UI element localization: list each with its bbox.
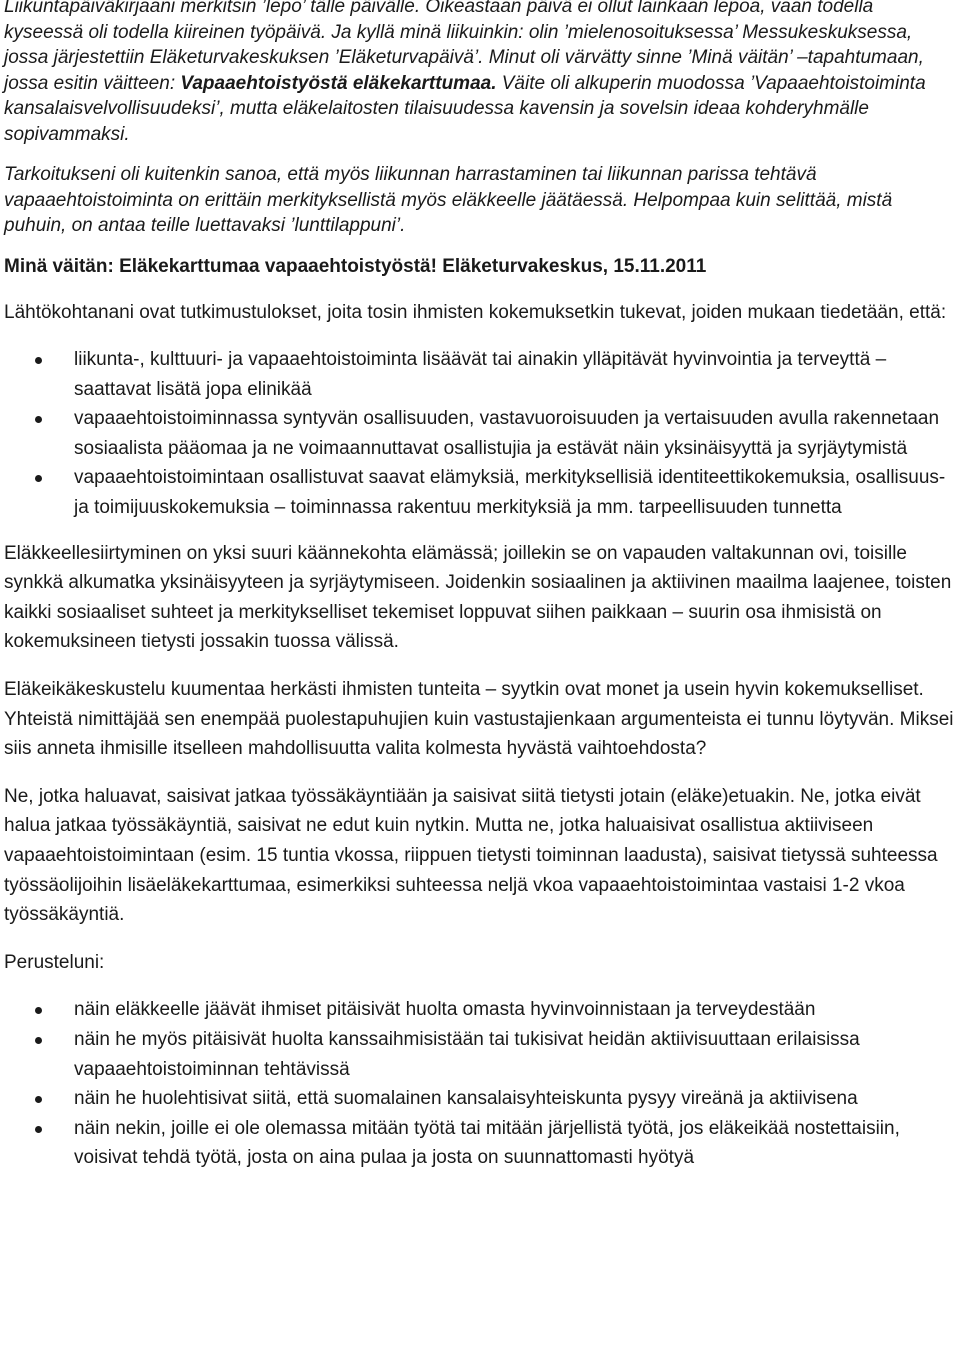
list-item-text: näin nekin, joille ei ole olemassa mitään työtä tai mitään järjellistä työtä, jos eläkeikää nostettaisiin, voisivat tehdä työtä, josta on aina pulaa ja josta on suunnattomasti hyötyä: [74, 1117, 900, 1169]
speech-heading: Minä väitän: Eläkekarttumaa vapaaehtoistyöstä! Eläketurvakeskus, 15.11.2011: [4, 255, 707, 277]
bullet-icon: [35, 475, 42, 482]
reasons-heading: Perusteluni:: [4, 951, 105, 973]
list-item-text: liikunta-, kulttuuri- ja vapaaehtoistoiminta lisäävät tai ainakin ylläpitävät hyvinvointia ja terveyttä – saattavat lisätä jopa elinikää: [74, 349, 887, 400]
findings-list: [4, 345, 956, 523]
options-paragraph: Ne, jotka haluavat, saisivat jatkaa työssäkäyntiään ja saisivat siitä tietysti jotain (eläke)etuakin. Ne, jotka eivät halua jatkaa työssäkäyntiä, saisivat ne edut kuin nytkin. Mutta ne, jotka haluaisivat osallistua aktiiviseen vapaaehtoistoimintaan (esim. 15 tuntia vkossa, riippuen tietysti toiminnan laadusta), saisivat tietyssä suhteessa työssäolijoihin lisäeläkekarttumaa, esimerkiksi suhteessa neljä vkoa vapaaehtoistoimintaa vastaisi 1-2 vkoa työssäkäyntiä.: [4, 785, 938, 926]
list-item: [4, 995, 956, 1025]
list-item: [4, 404, 956, 463]
reasons-list: [4, 995, 956, 1173]
list-item: [4, 1084, 956, 1114]
intro-claim: Vapaaehtoistyöstä eläkekarttumaa.: [180, 72, 497, 94]
debate-paragraph: Eläkeikäkeskustelu kuumentaa herkästi ihmisten tunteita – syytkin ovat monet ja usein hyvin kokemukselliset. Yhteistä nimittäjää sen enempää puolestapuhujien kuin vastustajienkaan argumenteista ei tunnu löytyvän. Miksei siis anneta ihmisille itselleen mahdollisuutta valita kolmesta hyvästä vaihtoehdosta?: [4, 679, 954, 760]
list-item: [4, 1025, 956, 1084]
bullet-icon: [35, 416, 42, 423]
list-item-text: näin eläkkeelle jäävät ihmiset pitäisivät huolta omasta hyvinvoinnistaan ja terveydestään: [74, 999, 816, 1021]
list-item: [4, 463, 956, 522]
list-item: [4, 1114, 956, 1173]
bullet-icon: [35, 1007, 42, 1014]
document-page: [4, 0, 956, 1189]
intro-text-end: Väite oli alkuperin muodossa ’Vapaaehtoistoiminta kansalaisvelvollisuudeksi’, mutta eläkelaitosten tilaisuudessa kavensin ja sovelsin ideaa kohderyhmälle sopivammaksi.: [4, 72, 926, 145]
intro-text-start: Liikuntapäiväkirjaani merkitsin ’lepo’ tälle päivälle. Oikeastaan päivä ei ollut lainkaan lepoa, vaan todella kyseessä oli todella kiireinen työpäivä. Ja kyllä minä liikuinkin: olin ’mielenosoituksessa’ Messukeskuksessa, jossa järjestettiin Eläketurvakeskuksen ’Eläketurvapäivä’. Minut oli värvätty sinne ’Minä väitän’ –tapahtumaan, jossa esitin väitteen:: [4, 0, 924, 94]
lead-paragraph: Lähtökohtanani ovat tutkimustulokset, joita tosin ihmisten kokemuksetkin tukevat, joiden mukaan tiedetään, että:: [4, 301, 947, 323]
bullet-icon: [35, 1037, 42, 1044]
list-item-text: vapaaehtoistoimintaan osallistuvat saavat elämyksiä, merkityksellisiä identiteettikokemuksia, osallisuus- ja toimijuuskokemuksia – toiminnassa rakentuu merkityksiä ja mm. tarpeellisuuden tunnetta: [74, 467, 946, 519]
bullet-icon: [35, 357, 42, 364]
list-item: [4, 345, 956, 404]
list-item-text: näin he myös pitäisivät huolta kanssaihmisistään tai tukisivat heidän aktiivisuuttaan erilaisissa vapaaehtoistoiminnan tehtävissä: [74, 1028, 860, 1080]
transition-paragraph: Eläkkeellesiirtyminen on yksi suuri käännekohta elämässä; joillekin se on vapauden valtakunnan ovi, toisille synkkä alkumatka yksinäisyyteen ja syrjäytymiseen. Joidenkin sosiaalinen ja aktiivinen maailma laajenee, toisten kaikki sosiaaliset suhteet ja merkitykselliset tekemiset loppuvat siihen paikkaan – suurin osa ihmisistä on kokemuksineen tietysti jossakin tuossa välissä.: [4, 542, 952, 653]
intro-paragraph-2: Tarkoitukseni oli kuitenkin sanoa, että myös liikunnan harrastaminen tai liikunnan parissa tehtävä vapaaehtoistoiminta on erittäin merkityksellistä myös eläkkeelle jäätäessä. Helpompaa kuin selittää, mistä puhuin, on antaa teille luettavaksi ’lunttilappuni’.: [4, 164, 893, 236]
list-item-text: vapaaehtoistoiminnassa syntyvän osallisuuden, vastavuoroisuuden ja vertaisuuden avulla rakennetaan sosiaalista pääomaa ja ne voimaannuttavat osallistujia ja estävät näin yksinäisyyttä ja syrjäytymistä: [74, 408, 940, 459]
list-item-text: näin he huolehtisivat siitä, että suomalainen kansalaisyhteiskunta pysyy vireänä ja aktiivisena: [74, 1088, 858, 1110]
bullet-icon: [35, 1096, 42, 1103]
bullet-icon: [35, 1126, 42, 1133]
intro-paragraph: [4, 0, 956, 147]
